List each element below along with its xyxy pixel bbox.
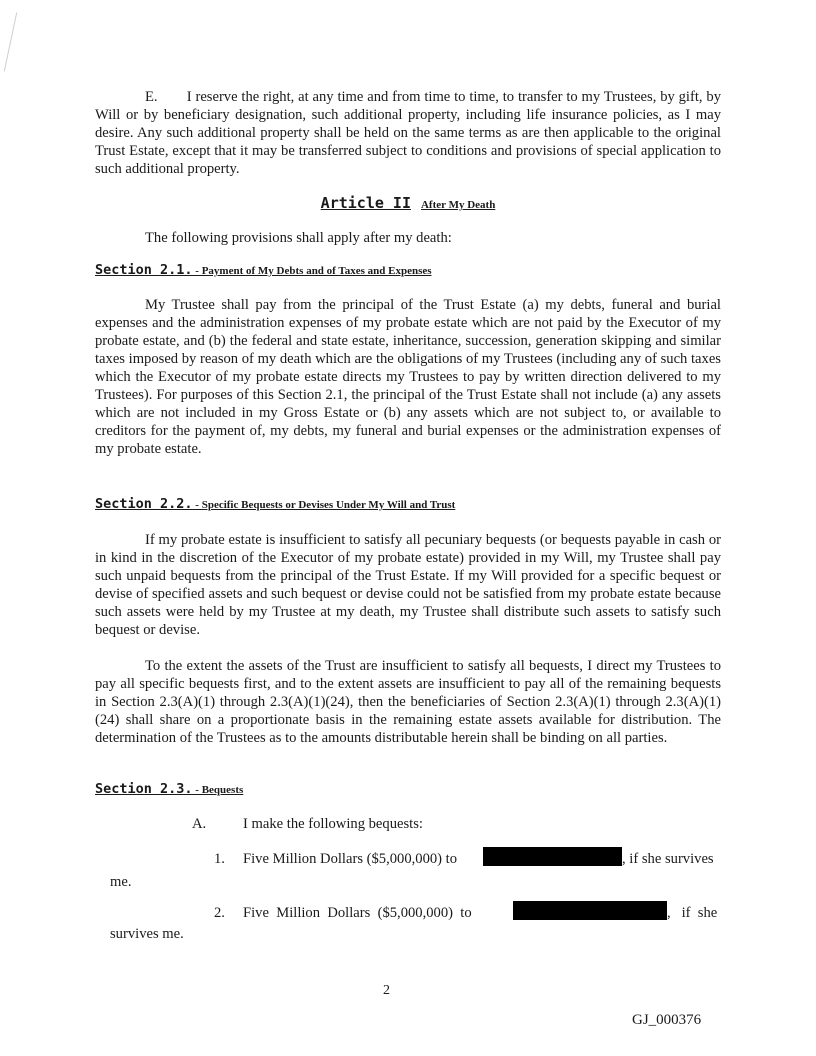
bequest-item-1-continued: me. [110,874,132,890]
paragraph-e: E. I reserve the right, at any time and from time to time, to transfer to my Trustees, by gift, by Will or by beneficiary designation, such additional property, including life insurance policies, as I may desire. Any such additional property shall be held on the same terms as are then applicable to the original Trust Estate, except that it may be transferred subject to conditions and provisions of special application to such additional property. [95,89,721,177]
section-title: - Bequests [192,784,244,796]
section-title: - Payment of My Debts and of Taxes and Expenses [192,265,432,277]
bates-number: GJ_000376 [632,1012,702,1028]
article-heading [0,194,816,213]
bequest-item-2-tail: , if she [667,905,718,921]
bequest-a-label: A. [192,816,207,832]
section-2-1-body: My Trustee shall pay from the principal of the Trust Estate (a) my debts, funeral and burial expenses and the administration expenses of my probate estate which are not paid by the Executor of my probate estate, and (b) the federal and state estate, inheritance, succession, generation skipping and similar taxes imposed by reason of my death which are the obligations of my Trustees (including any of such taxes which the Executor of my probate estate directs my Trustees to pay by written direction delivered to my Trustees). For purposes of this Section 2.1, the principal of the Trust Estate shall not include (a) any assets which are not included in my Gross Estate or (b) any assets which are not subject to, or available to creditors for the payment of, my debts, my funeral and burial expenses or the administration expenses of my probate estate. [95,297,721,457]
redaction-box [513,901,667,920]
section-2-2-body-2: To the extent the assets of the Trust are insufficient to satisfy all bequests, I direct my Trustees to pay all specific bequests first, and to the extent assets are insufficient to pay all of the remaining bequests in Section 2.3(A)(1) through 2.3(A)(1)(24), then the beneficiaries of Section 2.3(A)(1) through 2.3(A)(1)(24) shall share on a proportionate basis in the remaining estate assets available for distribution. The determination of the Trustees as to the amounts distributable herein shall be binding on all parties. [95,658,721,746]
page-number: 2 [383,983,390,998]
bequest-item-1-tail: , if she survives [622,851,714,867]
intro-paragraph: The following provisions shall apply after my death: [145,230,452,246]
section-2-1-heading [95,262,432,279]
bequest-item-2-continued: survives me. [110,926,184,942]
bequest-a-text: I make the following bequests: [243,816,423,832]
article-title: After My Death [420,199,496,211]
bequest-item-1-number: 1. [214,851,225,867]
bequest-item-2-number: 2. [214,905,225,921]
section-title: - Specific Bequests or Devises Under My Will and Trust [192,499,456,511]
section-label: Section 2.3. [95,781,193,797]
bequest-item-2-text: Five Million Dollars ($5,000,000) to [243,905,472,921]
article-label: Article II [320,194,411,212]
section-label: Section 2.1. [95,262,193,278]
section-2-2-body-1: If my probate estate is insufficient to satisfy all pecuniary bequests (or bequests payable in cash or in kind in the discretion of the Executor of my probate estate) provided in my Will, my Trustee shall pay such unpaid bequests from the principal of the Trust Estate. If my Will provided for a specific bequest or devise of specified assets and such bequest or devise could not be satisfied from my probate estate because such assets were held by my Trustee at my death, my Trustee shall distribute such assets to satisfy such bequest or devise. [95,532,721,638]
redaction-box [483,847,622,866]
bequest-item-1-text: Five Million Dollars ($5,000,000) to [243,851,458,867]
margin-mark [4,13,17,72]
section-2-3-heading [95,781,243,798]
section-2-2-heading [95,496,455,513]
section-label: Section 2.2. [95,496,193,512]
